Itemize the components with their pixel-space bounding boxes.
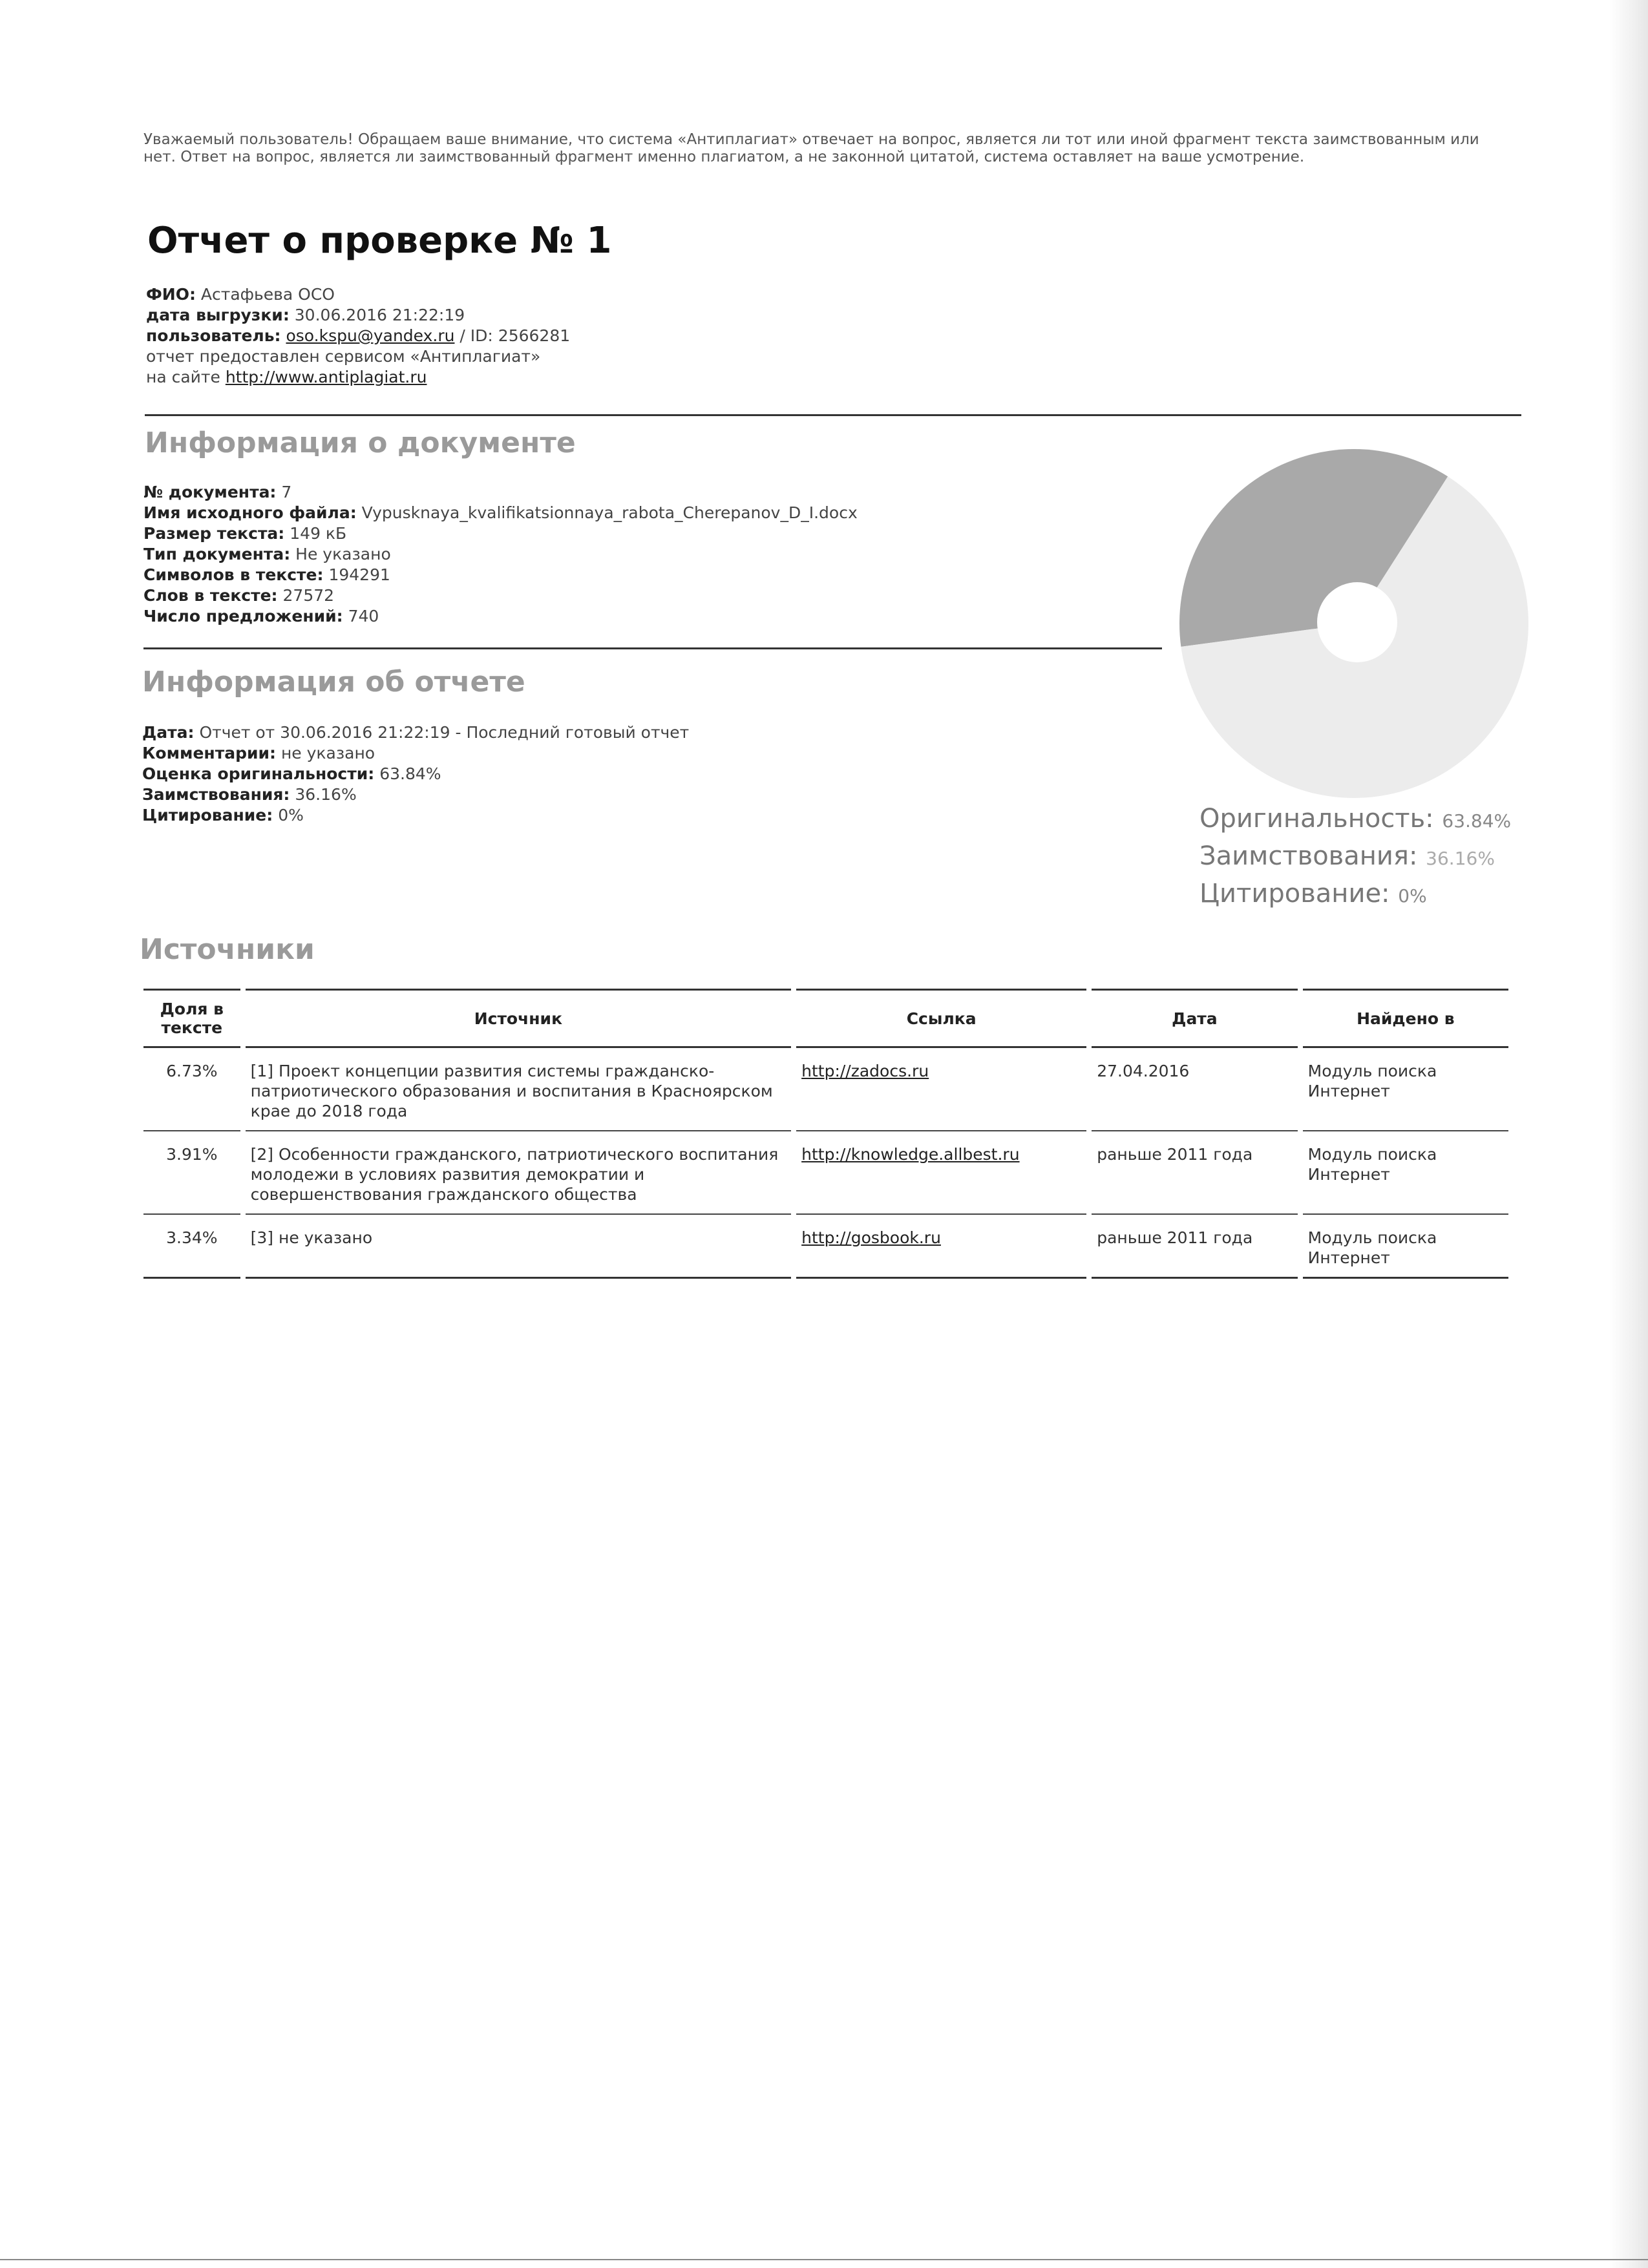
export-date-row: [146, 305, 570, 326]
table-row: [143, 1048, 1508, 1131]
chars-value: 194291: [328, 565, 390, 584]
sentences-label: Число предложений:: [143, 607, 343, 625]
words-row: [143, 585, 858, 606]
date-cell: 27.04.2016: [1092, 1048, 1297, 1131]
col-share: Доля в тексте: [143, 989, 240, 1048]
doc-no-row: [143, 482, 858, 503]
disclaimer-notice: Уважаемый пользователь! Обращаем ваше внимание, что система «Антиплагиат» отвечает на вопрос, является ли тот или иной фрагмент текста заимствованным или нет. Ответ на вопрос, является ли заимствованный фрагмент именно плагиатом, а не законной цитатой, система оставляет на ваше усмотрение.: [143, 131, 1479, 165]
user-id: / ID: 2566281: [460, 326, 571, 345]
page-title: Отчет о проверке № 1: [147, 220, 612, 262]
legend-value: 0%: [1398, 885, 1427, 907]
user-email-link[interactable]: oso.kspu@yandex.ru: [286, 326, 455, 345]
site-link[interactable]: http://www.antiplagiat.ru: [225, 368, 427, 386]
site-prefix: на сайте: [146, 368, 220, 386]
col-date: Дата: [1092, 989, 1297, 1048]
user-row: [146, 326, 570, 346]
link-cell: [796, 1048, 1086, 1131]
doc-no-label: № документа:: [143, 483, 277, 501]
size-row: [143, 523, 858, 544]
report-meta: [146, 284, 570, 388]
doc-no-value: 7: [281, 483, 292, 501]
report-date-row: [142, 722, 689, 743]
export-date-label: дата выгрузки:: [146, 306, 290, 324]
words-value: 27572: [282, 586, 335, 605]
file-value: Vypusknaya_kvalifikatsionnaya_rabota_Cherepanov_D_I.docx: [361, 503, 858, 522]
chars-row: [143, 565, 858, 585]
file-label: Имя исходного файла:: [143, 503, 357, 522]
source-cell: [1] Проект концепции развития системы гражданско-патриотического образования и воспитания в Красноярском крае до 2018 года: [246, 1048, 792, 1131]
originality-row: [142, 764, 689, 784]
source-cell: [3] не указано: [246, 1215, 792, 1279]
legend-item-borrowing: [1199, 839, 1511, 876]
size-label: Размер текста:: [143, 524, 285, 543]
comments-row: [142, 743, 689, 764]
legend-item-citation: [1199, 876, 1511, 914]
scanned-page-edge: [1609, 0, 1648, 2268]
table-row: [143, 1131, 1508, 1215]
chars-label: Символов в тексте:: [143, 565, 324, 584]
share-cell: 6.73%: [143, 1048, 240, 1131]
source-link[interactable]: http://knowledge.allbest.ru: [801, 1145, 1020, 1164]
share-cell: 3.34%: [143, 1215, 240, 1279]
share-cell: 3.91%: [143, 1131, 240, 1215]
report-info-heading: Информация об отчете: [142, 666, 525, 698]
borrowing-row: [142, 784, 689, 805]
export-date-value: 30.06.2016 21:22:19: [294, 306, 465, 324]
link-cell: [796, 1215, 1086, 1279]
comments-value: не указано: [280, 744, 375, 762]
file-row: [143, 503, 858, 523]
source-cell: [2] Особенности гражданского, патриотического воспитания молодежи в условиях развития демократии и совершенствования гражданского общества: [246, 1131, 792, 1215]
type-value: Не указано: [295, 545, 391, 563]
sentences-value: 740: [348, 607, 379, 625]
borrowing-value: 36.16%: [295, 785, 357, 804]
found-cell: Модуль поиска Интернет: [1303, 1215, 1508, 1279]
col-found-in: Найдено в: [1303, 989, 1508, 1048]
fio-row: [146, 284, 570, 305]
originality-pie-chart: [1176, 446, 1532, 801]
type-row: [143, 544, 858, 565]
legend-item-originality: [1199, 801, 1511, 839]
document-info-heading: Информация о документе: [145, 426, 576, 459]
legend-label: Оригинальность:: [1199, 804, 1434, 834]
col-source: Источник: [246, 989, 792, 1048]
citation-row: [142, 805, 689, 826]
site-row: [146, 367, 570, 388]
legend-label: Цитирование:: [1199, 879, 1390, 908]
table-header-row: [143, 989, 1508, 1048]
document-info: [143, 482, 858, 627]
scan-bottom-edge: [0, 2259, 1648, 2260]
originality-value: 63.84%: [379, 764, 441, 783]
comments-label: Комментарии:: [142, 744, 276, 762]
originality-label: Оценка оригинальности:: [142, 764, 375, 783]
date-cell: раньше 2011 года: [1092, 1131, 1297, 1215]
date-cell: раньше 2011 года: [1092, 1215, 1297, 1279]
found-cell: Модуль поиска Интернет: [1303, 1131, 1508, 1215]
provided-by: отчет предоставлен сервисом «Антиплагиат»: [146, 347, 541, 366]
report-info: [142, 722, 689, 826]
sentences-row: [143, 606, 858, 627]
pie-center-hole: [1317, 582, 1397, 662]
legend-label: Заимствования:: [1199, 841, 1418, 871]
table-row: [143, 1215, 1508, 1279]
fio-value: Астафьева ОСО: [200, 285, 335, 304]
size-value: 149 кБ: [290, 524, 347, 543]
source-link[interactable]: http://gosbook.ru: [801, 1228, 941, 1247]
report-date-value: Отчет от 30.06.2016 21:22:19 - Последний готовый отчет: [199, 723, 690, 742]
sources-table: [138, 989, 1514, 1279]
citation-label: Цитирование:: [142, 806, 273, 824]
legend-value: 36.16%: [1426, 848, 1495, 869]
legend-value: 63.84%: [1442, 810, 1512, 832]
chart-legend: [1199, 801, 1511, 914]
divider: [145, 414, 1521, 416]
citation-value: 0%: [278, 806, 304, 824]
report-date-label: Дата:: [142, 723, 195, 742]
link-cell: [796, 1131, 1086, 1215]
words-label: Слов в тексте:: [143, 586, 278, 605]
divider: [143, 647, 1162, 649]
fio-label: ФИО:: [146, 285, 196, 304]
col-link: Ссылка: [796, 989, 1086, 1048]
source-link[interactable]: http://zadocs.ru: [801, 1062, 929, 1080]
found-cell: Модуль поиска Интернет: [1303, 1048, 1508, 1131]
sources-heading: Источники: [140, 933, 315, 966]
type-label: Тип документа:: [143, 545, 291, 563]
borrowing-label: Заимствования:: [142, 785, 290, 804]
user-label: пользователь:: [146, 326, 281, 345]
